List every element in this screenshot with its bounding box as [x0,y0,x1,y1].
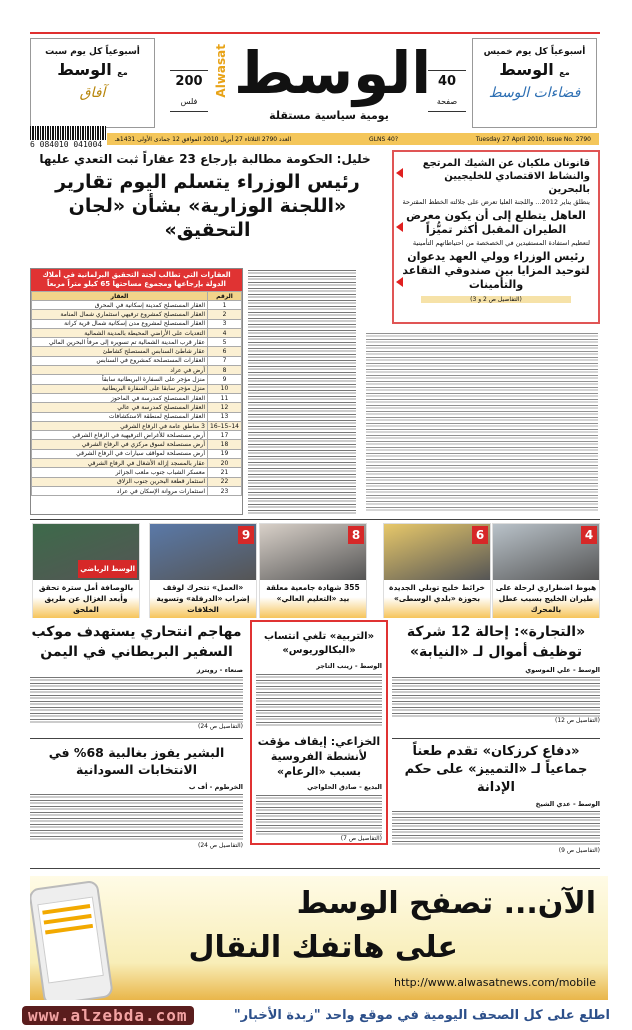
article-body-text [366,333,598,511]
row-property: استثمارات مروانة الإسكان في عراد [32,486,208,495]
table-row [32,338,242,347]
row-number: 21 [208,468,242,477]
arrow-icon [396,222,403,232]
table-row [32,384,242,393]
table-title: العقارات التي تطالب لجنة التحقيق البرلمانية في أملاك الدولة بإرجاعها ومجموع مساحتها 65 كيلو متراً مربعاً [31,269,242,291]
table-row [32,477,242,486]
divider [30,738,243,739]
row-property: 3 مناطق عامة في الرفاع الشرقي [32,421,208,430]
table-row [32,301,242,310]
divider [30,519,600,520]
table-row [32,431,242,440]
table-row [32,440,242,449]
row-property: منزل مؤجر سابقاً على السفارة البريطانية [32,384,208,393]
ad-with: مع [559,68,570,77]
table-row [32,328,242,337]
box-education [250,620,388,845]
table-row [32,347,242,356]
table-row [32,468,242,477]
row-number: 20 [208,459,242,468]
row-number: 3 [208,319,242,328]
page-count [428,70,466,112]
table-row [32,310,242,319]
row-property: عقار شاطئ السنابس المستصلح كشاطئ [32,347,208,356]
story-headline: «التربية» تلغي انتساب «البكالوريوس» [263,631,375,656]
byline: الوسط - زينب التاجر [316,662,382,670]
teaser-tile[interactable] [32,523,140,618]
teaser-tile[interactable] [149,523,257,618]
row-property: أرض مستصلحة لمواقف سيارات في الرفاع الشرقي [32,449,208,458]
table-row [32,412,242,421]
section-badge: الوسط الرياضي [78,560,137,578]
story-body [392,677,600,717]
teaser-caption: «العمل» تتحرك لوقف إضراب «الدرفلة» وتسوية الخلافات [150,580,256,618]
row-number: 9 [208,375,242,384]
row-property: عقار قرب المدينة الشمالية تم تسويره إلى مرفأ البحرين المالي [32,338,208,347]
story-trade[interactable] [392,622,600,724]
pages-value: 40 [437,74,457,89]
ad-afaq[interactable] [30,38,155,128]
story-bashir[interactable] [30,744,243,849]
column-header-property: العقار [32,292,208,301]
row-number: 19 [208,449,242,458]
byline: صنعاء - رويترز [196,666,243,674]
row-number: 22 [208,477,242,486]
row-number: 23 [208,486,242,495]
row-property: التعديات على الأراضي المحيطة بالمدينة الشمالية [32,328,208,337]
registration: GLNS 40? [369,135,399,143]
ad-schedule: أسبوعياً كل يوم خميس [483,47,586,57]
teaser-caption: هبوط اضطراري لرحلة على طيران الخليج بسبب عطل بالمحرك [493,580,599,618]
ad-brand [473,60,596,79]
table-row [32,449,242,458]
logo-arabic: الوسط [234,39,432,107]
row-property: العقار المستصلح كمدرسة في عالي [32,403,208,412]
lead-headline[interactable] [30,170,385,242]
story-headline: البشير يفوز بغالبية 68% في الانتخابات السودانية [48,745,225,777]
ad-with: مع [117,68,128,77]
teaser-tile[interactable] [383,523,491,618]
story-headline: الخزاعي: إيقاف مؤقت لأنشطة الفروسية بسبب «الرعام» [257,735,381,778]
barcode [30,126,106,150]
property-table [30,268,243,515]
supplement-logo: فضاءات الوسط [488,85,581,101]
row-number: 18 [208,440,242,449]
mobile-ad-banner[interactable] [30,876,608,1000]
more-details: (التفاصيل ص 12) [554,717,600,724]
row-number: 2 [208,310,242,319]
logo-latin: Alwasat [214,44,228,98]
more-details: (التفاصيل ص 24) [197,842,243,849]
briefs-box [392,150,600,324]
issue-english: Tuesday 27 April 2010, Issue No. 2790 [475,135,591,143]
brief-story[interactable]: العاهل يتطلع إلى أن يكون معرض الطيران المقبل أكثر تميُّزاً [406,209,586,236]
tagline: يومية سياسية مستقلة [269,109,389,122]
table-row [32,375,242,384]
ad-schedule: أسبوعياً كل يوم سبت [45,47,140,57]
story-headline: مهاجم انتحاري يستهدف موكب السفير البريطاني في اليمن [31,624,242,660]
row-number: 8 [208,366,242,375]
table-row [32,459,242,468]
table-row [32,366,242,375]
row-property: العقار المستصلح لمنطقة الاستكشافات [32,412,208,421]
watermark-site[interactable]: www.alzebda.com [22,1006,194,1025]
row-property: العقارات المستصلحة كمشروع في السنابس [32,356,208,365]
teaser-tile[interactable] [259,523,367,618]
story-yemen[interactable] [30,622,243,730]
masthead-logo[interactable] [212,38,432,130]
page-badge: 4 [581,526,597,544]
row-number: 13 [208,412,242,421]
row-number: 1 [208,301,242,310]
row-property: أرض في عراد [32,366,208,375]
teaser-photo [493,524,599,580]
row-number: 11 [208,393,242,402]
more-details: (التفاصيل ص 7) [340,835,382,842]
table-row [32,393,242,402]
phone-illustration [30,880,114,1000]
barcode-number: 6 084010 041004 [30,140,103,149]
more-details: (التفاصيل ص 24) [197,723,243,730]
brief-kicker: لتعظيم استفادة المستفيدين في الخصخصة من احتياطاتهم التأمينية [412,239,590,247]
story-body [256,795,382,835]
page-badge: 9 [238,526,254,544]
top-rule [30,32,600,34]
row-number: 4 [208,328,242,337]
table-row [32,403,242,412]
row-number: 10 [208,384,242,393]
row-number: 6 [208,347,242,356]
headline-line: «اللجنة الوزارية» بشأن «لجان التحقيق» [68,195,347,241]
ad-brand [31,60,154,79]
teaser-photo [384,524,490,580]
row-property: معسكر الشباب جنوب ملعب الجزائر [32,468,208,477]
row-property: عقار بالمسجد إزالة الأشغال في الرفاع الشرقي [32,459,208,468]
story-body [392,811,600,847]
row-number: 12 [208,403,242,412]
teaser-photo [150,524,256,580]
lead-kicker: خليل: الحكومة مطالبة بإرجاع 23 عقاراً ثبت التعدي عليها [39,152,371,166]
teaser-tile[interactable] [492,523,600,618]
pages-unit: صفحة [436,97,458,106]
row-property: العقار المستصلح كمدينة إسكانية في المحرق [32,301,208,310]
row-property: أرض مستصلحة للأغراض الترفيهية في الرفاع الشرقي [32,431,208,440]
watermark-bar [22,1003,610,1027]
issue-info-bar [107,133,599,145]
row-property: أرض مستصلحة لسوق مركزي في الرفاع الشرقي [32,440,208,449]
brief-story[interactable]: رئيس الوزراء وولي العهد يدعوان لتوحيد المزايا بين صندوقي التقاعد والتأمينات [402,250,590,291]
row-number: 17 [208,431,242,440]
price [170,70,208,112]
teaser-caption: خرائط خليج توبلي الجديدة بحوزة «بلدي الوسطى» [384,580,490,618]
story-headline: «دفاع كرزكان» تقدم طعناً جماعياً لـ «التمييز» على حكم الإدانة [404,744,588,795]
more-details: (التفاصيل ص 9) [558,847,600,854]
table-row [32,486,242,495]
divider [392,738,600,739]
story-headline: «التجارة»: إحالة 12 شركة توظيف أموال لـ «النيابة» [406,624,586,660]
row-property: العقار المستصلح لمشروع مدن إسكانية شمال قرية كرانة [32,319,208,328]
byline: الوسط - عدي الشيخ [535,800,600,808]
row-property: منزل مؤجر على السفارة البريطانية سابقاً [32,375,208,384]
story-karzakan[interactable] [392,743,600,854]
brief-kicker: ينطلق يناير 2012... واللجنة العليا تعرض على جلالته الخطط المقترحة [402,198,590,206]
row-property: العقار المستصلح كمشروع ترفيهي استثماري شمال المنامة [32,310,208,319]
issue-arabic: العدد 2790 الثلاثاء 27 أبريل 2010 الموافق 12 جمادى الأولى 1431هـ [115,135,292,143]
row-number: 7 [208,356,242,365]
supplement-logo: آفاق [79,85,106,101]
byline: الخرطوم - أف ب [188,783,243,791]
row-property: العقار المستصلح كمدرسة في الماحوز [32,393,208,402]
story-body [256,674,382,726]
table-row [32,356,242,365]
teaser-caption: بالوصافة أمل سترة تحقق وأبعد الغزال عن طريق الملحق [33,580,139,618]
divider [30,868,600,869]
price-value: 200 [175,74,203,89]
barcode-bars [30,126,106,140]
story-body [30,794,243,842]
arrow-icon [396,168,403,178]
story-body [30,677,243,723]
ad-fadaat[interactable] [472,38,597,128]
table-row [32,421,242,430]
table [31,291,242,496]
price-unit: فلس [180,97,198,106]
ad-brand-name: الوسط [499,60,554,79]
ad-brand-name: الوسط [57,60,112,79]
story-education[interactable] [252,622,386,730]
byline: الوسط - علي الموسوي [525,666,600,674]
lead-body-text [248,270,356,514]
brief-story[interactable]: قانونان ملكيان عن الشيك المرتجع والنشاط الاقتصادي للخليجيين بالبحرين [422,158,590,195]
arrow-icon [396,277,403,287]
page-badge: 8 [348,526,364,544]
watermark-slogan: اطلع على كل الصحف اليومية في موقع واحد "زبدة الأخبار" [233,1007,610,1023]
teaser-photo [33,524,139,580]
ad-url[interactable]: http://www.alwasatnews.com/mobile [394,976,596,989]
headline-line: رئيس الوزراء يتسلم اليوم تقارير [55,171,360,193]
ad-line-1: الآن... تصفح الوسط [296,886,596,921]
table-row [32,319,242,328]
column-header-number: الرقم [208,292,242,301]
row-number: 14–15–16 [208,421,242,430]
row-number: 5 [208,338,242,347]
row-property: استثمار قطعة البحرين جنوب الزلاق [32,477,208,486]
page-badge: 6 [472,526,488,544]
byline: البديع - صادق الحلواجي [307,783,382,791]
story-khuzai[interactable] [252,730,386,846]
teaser-caption: 355 شهادة جامعية معلقة بيد «التعليم العالي» [260,580,366,618]
more-details: (التفاصيل ص 2 و 3) [421,296,571,303]
teaser-photo [260,524,366,580]
ad-line-2: على هاتفك النقال [188,930,458,965]
